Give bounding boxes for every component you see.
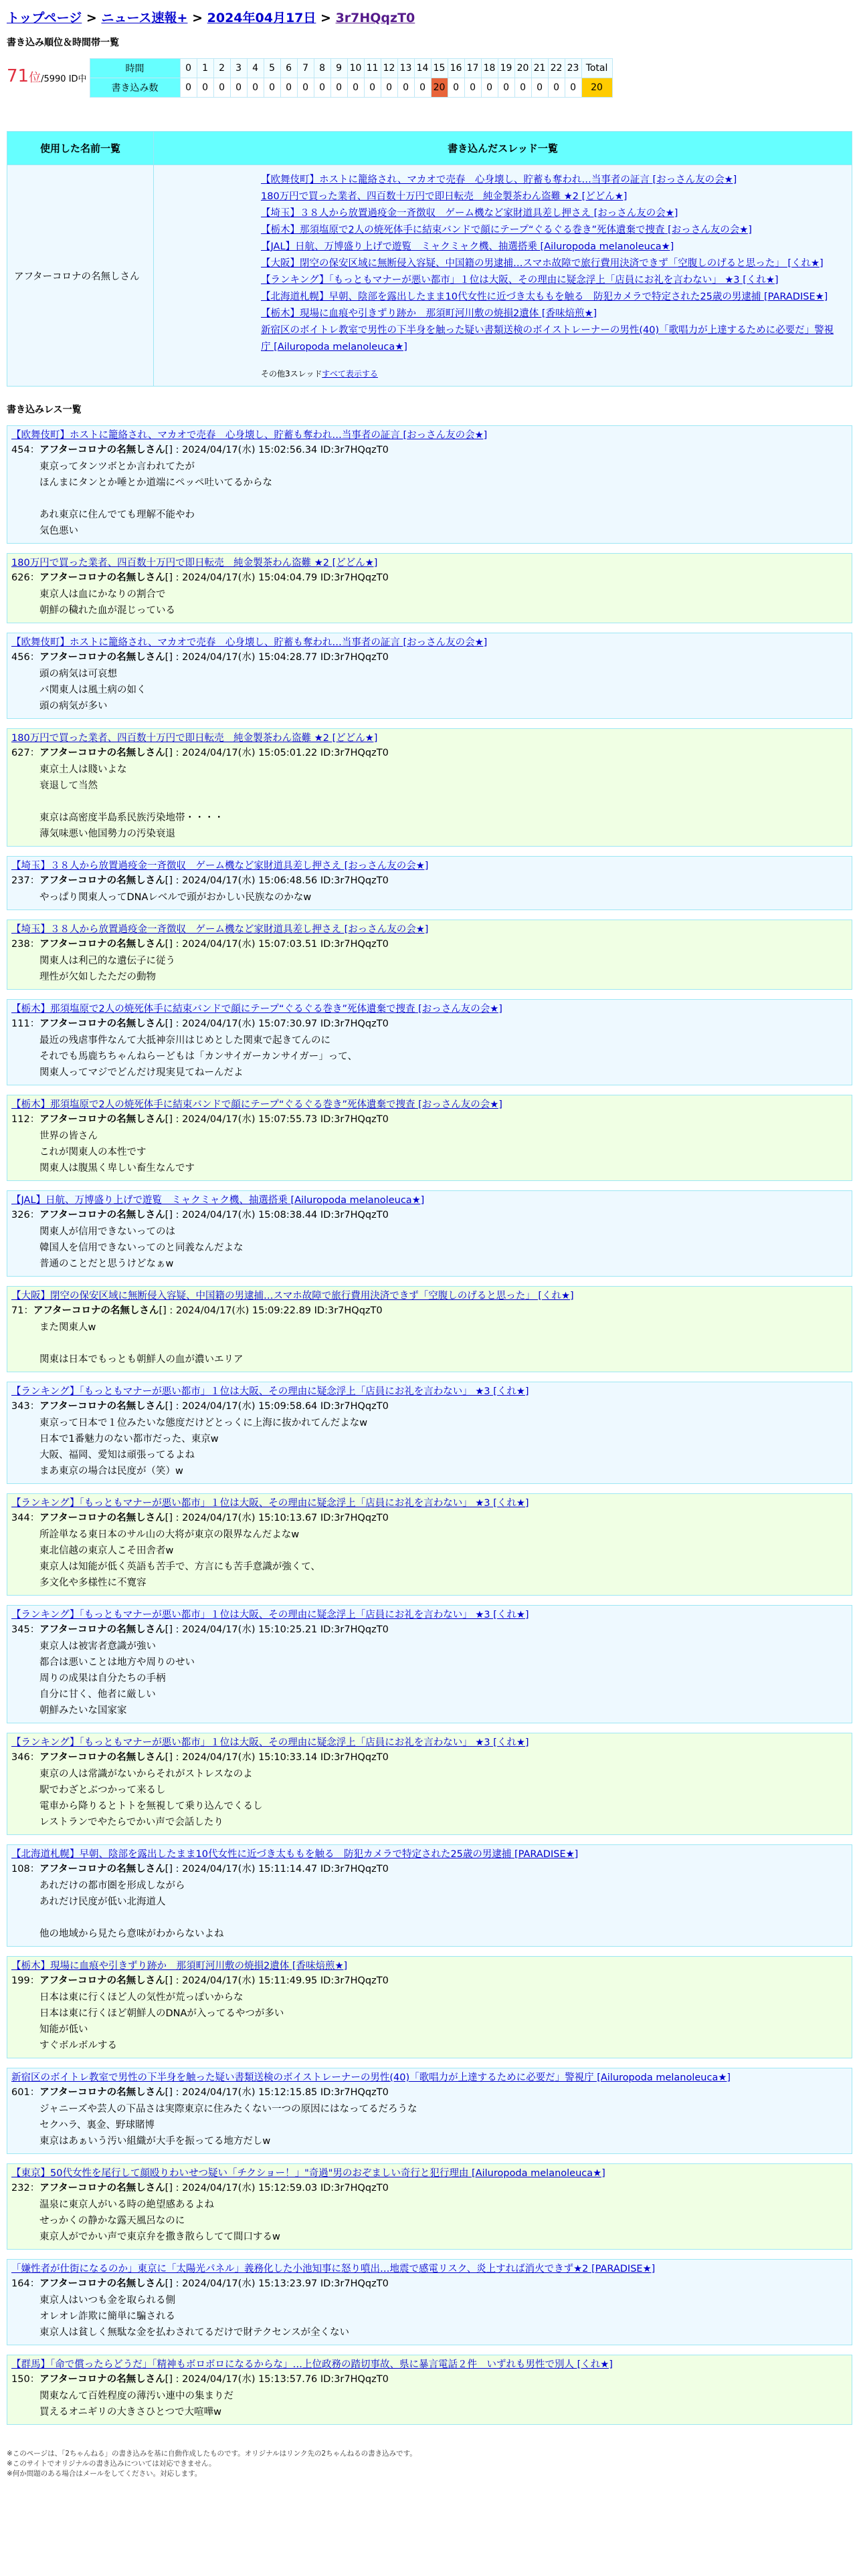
post-author-name: アフターコロナの名無しさん bbox=[39, 1975, 165, 1986]
post-item bbox=[7, 2163, 852, 2250]
post-author-name: アフターコロナの名無しさん bbox=[39, 1401, 165, 1412]
time-label: 時間 bbox=[90, 59, 180, 78]
thread-list-item bbox=[261, 255, 842, 272]
post-meta: 627：アフターコロナの名無しさん[] : 2024/04/17(水) 15:05:01.22 ID:3r7HQqzT0 bbox=[11, 748, 389, 758]
post-body: 頭の病気は可哀想 バ関東人は風土病の如く 頭の病気が多い bbox=[39, 669, 147, 712]
post-meta: 71：アフターコロナの名無しさん[] : 2024/04/17(水) 15:09:22.89 ID:3r7HQqzT0 bbox=[11, 1305, 383, 1316]
post-item bbox=[7, 999, 852, 1085]
post-number: 343 bbox=[11, 1401, 30, 1412]
post-datetime-id: [] : 2024/04/17(水) 15:09:58.64 ID:3r7HQqzT0 bbox=[165, 1401, 389, 1412]
thread-link[interactable]: 【埼玉】３８人から放置過疫金一斉徴収 ゲーム機など家財道具差し押さえ [おっさん友の会★] bbox=[261, 208, 678, 219]
post-meta: 343：アフターコロナの名無しさん[] : 2024/04/17(水) 15:09:58.64 ID:3r7HQqzT0 bbox=[11, 1401, 389, 1412]
post-item bbox=[7, 1190, 852, 1277]
post-thread-title bbox=[7, 1733, 852, 1750]
post-meta: 344：アフターコロナの名無しさん[] : 2024/04/17(水) 15:10:13.67 ID:3r7HQqzT0 bbox=[11, 1513, 389, 1523]
post-number: 601 bbox=[11, 2087, 30, 2098]
threads-col-header: 書き込んだスレッド一覧 bbox=[154, 132, 852, 165]
hour-header: 16 bbox=[448, 59, 464, 78]
count-cell: 0 bbox=[247, 78, 264, 98]
post-body: 東京人は血にかなりの割合で 朝鮮の穢れた血が混じっている bbox=[39, 589, 175, 616]
post-item bbox=[7, 856, 852, 910]
stats-section bbox=[7, 58, 852, 98]
rank-display bbox=[7, 66, 87, 86]
post-datetime-id: [] : 2024/04/17(水) 15:09:22.89 ID:3r7HQqzT0 bbox=[159, 1305, 383, 1316]
post-body: 温泉に東京人がいる時の絶望感あるよね せっかくの静かな露天風呂なのに 東京人がでかい声で東京弁を撒き散らしてて間口するw bbox=[39, 2199, 280, 2242]
thread-list-item bbox=[261, 272, 842, 289]
more-threads bbox=[261, 368, 842, 379]
post-datetime-id: [] : 2024/04/17(水) 15:11:14.47 ID:3r7HQqzT0 bbox=[165, 1864, 389, 1874]
hour-header: 3 bbox=[230, 59, 247, 78]
post-datetime-id: [] : 2024/04/17(水) 15:04:28.77 ID:3r7HQqzT0 bbox=[165, 652, 389, 663]
post-meta: 626：アフターコロナの名無しさん[] : 2024/04/17(水) 15:04:04.79 ID:3r7HQqzT0 bbox=[11, 572, 389, 583]
post-meta: 111：アフターコロナの名無しさん[] : 2024/04/17(水) 15:07:30.97 ID:3r7HQqzT0 bbox=[11, 1018, 389, 1029]
post-meta: 346：アフターコロナの名無しさん[] : 2024/04/17(水) 15:10:33.14 ID:3r7HQqzT0 bbox=[11, 1752, 389, 1763]
post-thread-title bbox=[7, 554, 852, 570]
post-body: 最近の残虐事件なんて大抵神奈川はじめとした関東で起きてんのに それでも馬鹿ちちゃんねらーどもは「カンサイガーカンサイガー」って、 関東人ってマジでどんだけ現実見てねーんだよ bbox=[39, 1035, 358, 1078]
post-author-name: アフターコロナの名無しさん bbox=[39, 875, 165, 886]
breadcrumb-separator: > bbox=[320, 11, 331, 25]
post-author-name: アフターコロナの名無しさん bbox=[39, 2278, 165, 2289]
post-number: 326 bbox=[11, 1210, 30, 1220]
hour-header: 12 bbox=[381, 59, 397, 78]
count-cell: 0 bbox=[297, 78, 314, 98]
post-thread-link[interactable]: 【群馬】「命で償ったらどうだ」「精神もボロボロになるからな」…上位政務の踏切事故、県に暴言電話２件 いずれも男性で別人 [くれ★] bbox=[11, 2359, 613, 2370]
show-all-threads-link[interactable]: すべて表示する bbox=[322, 369, 378, 379]
post-author-name: アフターコロナの名無しさん bbox=[39, 1114, 165, 1125]
post-author-name: アフターコロナの名無しさん bbox=[39, 1210, 165, 1220]
post-thread-link[interactable]: 【欧舞伎町】ホストに籠絡され、マカオで売春 心身壊し、貯蓄も奪われ…当事者の証言 [おっさん友の会★] bbox=[11, 430, 488, 441]
post-item bbox=[7, 1956, 852, 2058]
post-thread-link[interactable]: 【欧舞伎町】ホストに籠絡され、マカオで売春 心身壊し、貯蓄も奪われ…当事者の証言 [おっさん友の会★] bbox=[11, 637, 488, 648]
rank-number: 71 bbox=[7, 66, 29, 86]
post-number: 108 bbox=[11, 1864, 30, 1874]
post-thread-title bbox=[7, 426, 852, 443]
post-thread-title bbox=[7, 857, 852, 873]
post-thread-link[interactable]: 【ランキング】「もっともマナーが悪い都市」１位は大阪、その理由に疑念浮上「店員にお礼を言わない」 ★3 [くれ★] bbox=[11, 1610, 529, 1620]
footer-line-3: ※何か問題のある場合はメールをしてください。対応します。 bbox=[7, 2470, 202, 2478]
thread-list-item bbox=[261, 322, 842, 356]
post-body: 世界の皆さん これが関東人の本性です 関東人は腹黒く卑しい畜生なんです bbox=[39, 1131, 195, 1174]
post-author-name: アフターコロナの名無しさん bbox=[39, 1864, 165, 1874]
posts-list bbox=[7, 425, 852, 2425]
post-thread-title bbox=[7, 1606, 852, 1622]
post-datetime-id: [] : 2024/04/17(水) 15:02:56.34 ID:3r7HQqzT0 bbox=[165, 445, 389, 455]
post-thread-link[interactable]: 【栃木】現場に血痕や引きずり跡か 那須町河川敷の焼損2遺体 [香味焙煎★] bbox=[11, 1961, 348, 1971]
post-author-name: アフターコロナの名無しさん bbox=[39, 2374, 165, 2385]
post-item bbox=[7, 2355, 852, 2425]
hour-header: 23 bbox=[565, 59, 581, 78]
post-datetime-id: [] : 2024/04/17(水) 15:12:15.85 ID:3r7HQqzT0 bbox=[165, 2087, 389, 2098]
hour-header: 14 bbox=[414, 59, 431, 78]
count-cell: 0 bbox=[280, 78, 297, 98]
post-number: 150 bbox=[11, 2374, 30, 2385]
count-cell: 0 bbox=[381, 78, 397, 98]
post-body: 関東人が信用できないってのは 韓国人を信用できないってのと同義なんだよな 普通のことだと思うけどなぁw bbox=[39, 1226, 244, 1269]
count-cell: 0 bbox=[448, 78, 464, 98]
post-datetime-id: [] : 2024/04/17(水) 15:13:57.76 ID:3r7HQqzT0 bbox=[165, 2374, 389, 2385]
more-threads-text: その他3スレッド bbox=[261, 369, 322, 379]
thread-link[interactable]: 【ランキング】「もっともマナーが悪い都市」１位は大阪、その理由に疑念浮上「店員にお礼を言わない」 ★3 [くれ★] bbox=[261, 275, 779, 286]
post-datetime-id: [] : 2024/04/17(水) 15:07:55.73 ID:3r7HQqzT0 bbox=[165, 1114, 389, 1125]
hour-header: 19 bbox=[498, 59, 514, 78]
post-author-name: アフターコロナの名無しさん bbox=[39, 2087, 165, 2098]
count-cell: 0 bbox=[264, 78, 280, 98]
post-item bbox=[7, 1844, 852, 1947]
names-col-header: 使用した名前一覧 bbox=[7, 132, 154, 165]
hour-header: 15 bbox=[431, 59, 448, 78]
post-thread-title bbox=[7, 633, 852, 650]
post-thread-link[interactable]: 【JAL】日航、万博盛り上げで遊覧 ミャクミャク機、抽選搭乗 [Ailuropoda melanoleuca★] bbox=[11, 1195, 425, 1206]
post-number: 164 bbox=[11, 2278, 30, 2289]
post-number: 71 bbox=[11, 1305, 24, 1316]
post-author-name: アフターコロナの名無しさん bbox=[39, 1752, 165, 1763]
post-meta: 601：アフターコロナの名無しさん[] : 2024/04/17(水) 15:12:15.85 ID:3r7HQqzT0 bbox=[11, 2087, 389, 2098]
post-datetime-id: [] : 2024/04/17(水) 15:11:49.95 ID:3r7HQqzT0 bbox=[165, 1975, 389, 1986]
post-datetime-id: [] : 2024/04/17(水) 15:10:33.14 ID:3r7HQqzT0 bbox=[165, 1752, 389, 1763]
hour-header: 7 bbox=[297, 59, 314, 78]
post-thread-link[interactable]: 【ランキング】「もっともマナーが悪い都市」１位は大阪、その理由に疑念浮上「店員にお礼を言わない」 ★3 [くれ★] bbox=[11, 1386, 529, 1397]
post-thread-link[interactable]: 【ランキング】「もっともマナーが悪い都市」１位は大阪、その理由に疑念浮上「店員にお礼を言わない」 ★3 [くれ★] bbox=[11, 1498, 529, 1509]
post-thread-title bbox=[7, 1000, 852, 1016]
hour-header: 21 bbox=[531, 59, 548, 78]
post-item bbox=[7, 553, 852, 623]
post-datetime-id: [] : 2024/04/17(水) 15:07:03.51 ID:3r7HQqzT0 bbox=[165, 939, 389, 950]
rank-unit: 位 bbox=[29, 71, 41, 85]
count-cell: 20 bbox=[431, 78, 448, 98]
post-thread-link[interactable]: 【東京】50代女性を尾行して顔殴りわいせつ疑い「チクショー！」"奇過"男のおぞましい奇行と犯行理由 [Ailuropoda melanoleuca★] bbox=[11, 2168, 605, 2179]
count-cell: 0 bbox=[197, 78, 213, 98]
post-thread-link[interactable]: 「嫌性者が仕街になるのか」東京に「太陽光パネル」義務化した小池知事に怒り噴出…地震で感電リスク、炎上すれば消火できず★2 [PARADISE★] bbox=[11, 2264, 656, 2274]
post-datetime-id: [] : 2024/04/17(水) 15:05:01.22 ID:3r7HQqzT0 bbox=[165, 748, 389, 758]
post-thread-link[interactable]: 180万円で買った業者、四百数十万円で即日転売 純金製茶わん盗難 ★2 [どどん★] bbox=[11, 558, 378, 568]
count-cell: 0 bbox=[464, 78, 481, 98]
post-thread-title bbox=[7, 1845, 852, 1862]
hourly-table bbox=[90, 58, 613, 98]
post-thread-link[interactable]: 【北海道札幌】早朝、陰部を露出したまま10代女性に近づき太ももを触る 防犯カメラで特定された25歳の男逮捕 [PARADISE★] bbox=[11, 1849, 579, 1860]
post-meta: 150：アフターコロナの名無しさん[] : 2024/04/17(水) 15:13:57.76 ID:3r7HQqzT0 bbox=[11, 2374, 389, 2385]
post-meta: 238：アフターコロナの名無しさん[] : 2024/04/17(水) 15:07:03.51 ID:3r7HQqzT0 bbox=[11, 939, 389, 950]
post-thread-link[interactable]: 【栃木】那須塩原で2人の焼死体手に結束バンドで顔にテープ“ぐるぐる巻き”死体遺棄で捜査 [おっさん友の会★] bbox=[11, 1099, 502, 1110]
hour-header: 6 bbox=[280, 59, 297, 78]
post-meta: 164：アフターコロナの名無しさん[] : 2024/04/17(水) 15:13:23.97 ID:3r7HQqzT0 bbox=[11, 2278, 389, 2289]
post-datetime-id: [] : 2024/04/17(水) 15:07:30.97 ID:3r7HQqzT0 bbox=[165, 1018, 389, 1029]
footer-line-1: ※このページは、「2ちゃんねる」の書き込みを基に自動作成したものです。オリジナルはリンク先の2ちゃんねるの書き込みです。 bbox=[7, 2450, 417, 2458]
breadcrumb-separator: > bbox=[192, 11, 203, 25]
post-body: 東京って日本で１位みたいな態度だけどとっくに上海に抜かれてんだよなw 日本で1番魅力のない都市だった、東京w 大阪、福岡、愛知は頑張ってるよね まあ東京の場合は民度が（笑）w bbox=[39, 1418, 368, 1477]
post-number: 345 bbox=[11, 1624, 30, 1635]
thread-link[interactable]: 【栃木】現場に血痕や引きずり跡か 那須町河川敷の焼損2遺体 [香味焙煎★] bbox=[261, 308, 597, 319]
breadcrumb bbox=[7, 8, 852, 26]
post-body: 東京ってタンツボとか言われてたが ほんまにタンとか唾とか道端にペッペ吐いてるからな あれ東京に住んでても理解不能やわ 気色悪い bbox=[39, 461, 272, 536]
post-item bbox=[7, 1095, 852, 1181]
post-author-name: アフターコロナの名無しさん bbox=[39, 652, 165, 663]
post-thread-title bbox=[7, 2355, 852, 2372]
hour-header: 0 bbox=[180, 59, 197, 78]
count-label: 書き込み数 bbox=[90, 78, 180, 98]
post-number: 237 bbox=[11, 875, 30, 886]
post-datetime-id: [] : 2024/04/17(水) 15:12:59.03 ID:3r7HQqzT0 bbox=[165, 2183, 389, 2193]
breadcrumb-top-link[interactable]: トップページ bbox=[7, 11, 82, 25]
thread-link[interactable]: 【JAL】日航、万博盛り上げで遊覧 ミャクミャク機、抽選搭乗 [Ailuropoda melanoleuca★] bbox=[261, 241, 674, 252]
thread-list-item bbox=[261, 172, 842, 189]
hour-header: 5 bbox=[264, 59, 280, 78]
post-thread-title bbox=[7, 2260, 852, 2276]
post-datetime-id: [] : 2024/04/17(水) 15:10:25.21 ID:3r7HQqzT0 bbox=[165, 1624, 389, 1635]
post-thread-title bbox=[7, 1191, 852, 1208]
post-body: 所詮単なる東日本のサル山の大将が東京の限界なんだよなw 東北信越の東京人こそ田舎者w 東京人は知能が低く英語も苦手で、方言にも苦手意識が強くて、 多文化や多様性に不寛容 bbox=[39, 1529, 320, 1588]
count-cell: 0 bbox=[498, 78, 514, 98]
hour-header: 1 bbox=[197, 59, 213, 78]
post-item bbox=[7, 1733, 852, 1835]
count-cell: 0 bbox=[230, 78, 247, 98]
post-datetime-id: [] : 2024/04/17(水) 15:08:38.44 ID:3r7HQqzT0 bbox=[165, 1210, 389, 1220]
post-thread-title bbox=[7, 920, 852, 937]
post-item bbox=[7, 1286, 852, 1372]
post-item bbox=[7, 2259, 852, 2345]
post-thread-title bbox=[7, 2164, 852, 2181]
post-meta: 112：アフターコロナの名無しさん[] : 2024/04/17(水) 15:07:55.73 ID:3r7HQqzT0 bbox=[11, 1114, 389, 1125]
post-number: 344 bbox=[11, 1513, 30, 1523]
post-item bbox=[7, 1605, 852, 1723]
hour-header: 8 bbox=[314, 59, 330, 78]
post-author-name: アフターコロナの名無しさん bbox=[39, 1513, 165, 1523]
hour-header: 11 bbox=[364, 59, 381, 78]
hour-header: 22 bbox=[548, 59, 565, 78]
post-body: 東京人は被害者意識が強い 都合は悪いことは地方や周りのせい 周りの成果は自分たちの手柄 自分に甘く、他者に厳しい 朝鮮みたいな国家家 bbox=[39, 1641, 195, 1716]
threads-cell bbox=[154, 165, 852, 387]
post-thread-title bbox=[7, 2068, 852, 2085]
post-number: 199 bbox=[11, 1975, 30, 1986]
post-item bbox=[7, 425, 852, 544]
post-number: 346 bbox=[11, 1752, 30, 1763]
post-item bbox=[7, 2068, 852, 2154]
thread-list-item bbox=[261, 205, 842, 222]
thread-link[interactable]: 【栃木】那須塩原で2人の焼死体手に結束バンドで顔にテープ“ぐるぐる巻き”死体遺棄で捜査 [おっさん友の会★] bbox=[261, 225, 752, 235]
post-thread-link[interactable]: 【大阪】閉空の保安区域に無断侵入容疑、中国籍の男逮捕…スマホ故障で旅行費用決済できず「空腹しのげると思った」 [くれ★] bbox=[11, 1291, 574, 1301]
post-thread-title bbox=[7, 729, 852, 746]
post-thread-title bbox=[7, 1957, 852, 1973]
post-thread-link[interactable]: 【埼玉】３８人から放置過疫金一斉徴収 ゲーム機など家財道具差し押さえ [おっさん友の会★] bbox=[11, 861, 429, 871]
count-cell: 0 bbox=[180, 78, 197, 98]
hour-header: 9 bbox=[330, 59, 347, 78]
breadcrumb-id-link[interactable]: 3r7HQqzT0 bbox=[335, 11, 415, 25]
posts-heading: 書き込みレス一覧 bbox=[7, 405, 82, 415]
breadcrumb-separator: > bbox=[86, 11, 97, 25]
thread-link[interactable]: 【欧舞伎町】ホストに籠絡され、マカオで売春 心身壊し、貯蓄も奪われ…当事者の証言 [おっさん友の会★] bbox=[261, 175, 737, 185]
thread-link[interactable]: 【大阪】閉空の保安区域に無断侵入容疑、中国籍の男逮捕…スマホ故障で旅行費用決済できず「空腹しのげると思った」 [くれ★] bbox=[261, 258, 824, 269]
post-body: やっぱり関東人ってDNAレベルで頭がおかしい民族なのかなw bbox=[39, 892, 312, 903]
footer bbox=[7, 2449, 852, 2479]
post-thread-link[interactable]: 新宿区のボイトレ教室で男性の下半身を触った疑い書類送検のボイストレーナーの男性(40)「歌唱力が上達するために必要だ」警視庁 [Ailuropoda melanoleuca★] bbox=[11, 2072, 731, 2083]
post-thread-link[interactable]: 【栃木】那須塩原で2人の焼死体手に結束バンドで顔にテープ“ぐるぐる巻き”死体遺棄で捜査 [おっさん友の会★] bbox=[11, 1004, 502, 1014]
post-item bbox=[7, 728, 852, 847]
thread-link[interactable]: 新宿区のボイトレ教室で男性の下半身を触った疑い書類送検のボイストレーナーの男性(40)「歌唱力が上達するために必要だ」警視庁 [Ailuropoda melanoleuca★] bbox=[261, 325, 834, 352]
count-cell: 0 bbox=[414, 78, 431, 98]
post-author-name: アフターコロナの名無しさん bbox=[33, 1305, 159, 1316]
hour-header: 4 bbox=[247, 59, 264, 78]
post-meta: 232：アフターコロナの名無しさん[] : 2024/04/17(水) 15:12:59.03 ID:3r7HQqzT0 bbox=[11, 2183, 389, 2193]
count-cell: 0 bbox=[565, 78, 581, 98]
post-thread-title bbox=[7, 1287, 852, 1303]
post-body: 関東人は利己的な遺伝子に従う 理性が欠如したただの動物 bbox=[39, 956, 175, 982]
post-author-name: アフターコロナの名無しさん bbox=[39, 445, 165, 455]
post-author-name: アフターコロナの名無しさん bbox=[39, 939, 165, 950]
post-item bbox=[7, 1493, 852, 1596]
count-cell: 0 bbox=[330, 78, 347, 98]
count-cell: 0 bbox=[514, 78, 531, 98]
post-thread-title bbox=[7, 1494, 852, 1511]
post-number: 111 bbox=[11, 1018, 30, 1029]
post-body: 東京人はいつも金を取られる側 オレオレ詐欺に簡単に騙される 東京人は貧しく無駄な金を払わされてるだけで財テクセンスが全くない bbox=[39, 2295, 349, 2338]
thread-list-item bbox=[261, 306, 842, 322]
post-author-name: アフターコロナの名無しさん bbox=[39, 1018, 165, 1029]
hour-header: 13 bbox=[397, 59, 414, 78]
hour-header: 18 bbox=[481, 59, 498, 78]
count-cell: 0 bbox=[548, 78, 565, 98]
names-table bbox=[7, 131, 852, 387]
thread-list-item bbox=[261, 289, 842, 306]
post-meta: 199：アフターコロナの名無しさん[] : 2024/04/17(水) 15:11:49.95 ID:3r7HQqzT0 bbox=[11, 1975, 389, 1986]
post-meta: 326：アフターコロナの名無しさん[] : 2024/04/17(水) 15:08:38.44 ID:3r7HQqzT0 bbox=[11, 1210, 389, 1220]
count-cell: 0 bbox=[347, 78, 364, 98]
footer-line-2: ※このサイトでオリジナルの書き込みについては対応できません。 bbox=[7, 2460, 216, 2468]
count-cell: 0 bbox=[213, 78, 230, 98]
post-item bbox=[7, 633, 852, 719]
post-author-name: アフターコロナの名無しさん bbox=[39, 2183, 165, 2193]
post-body: 日本は東に行くほど人の気性が荒っぽいからな 日本は東に行くほど朝鮮人のDNAが入ってるやつが多い 知能が低い すぐボルボルする bbox=[39, 1992, 284, 2051]
thread-list bbox=[261, 172, 842, 356]
post-item bbox=[7, 920, 852, 990]
post-thread-link[interactable]: 【埼玉】３８人から放置過疫金一斉徴収 ゲーム機など家財道具差し押さえ [おっさん友の会★] bbox=[11, 924, 429, 935]
post-number: 627 bbox=[11, 748, 30, 758]
thread-link[interactable]: 180万円で買った業者、四百数十万円で即日転売 純金製茶わん盗難 ★2 [どどん★] bbox=[261, 191, 628, 202]
post-thread-title bbox=[7, 1382, 852, 1399]
post-thread-link[interactable]: 180万円で買った業者、四百数十万円で即日転売 純金製茶わん盗難 ★2 [どどん★] bbox=[11, 733, 378, 744]
post-body: 東京の人は常識がないからそれがストレスなのよ 駅でわざとぶつかって来るし 電車から降りるとトトを無視して乗り込んでくるし レストランでやたらでかい声で会話したり bbox=[39, 1769, 263, 1828]
post-number: 454 bbox=[11, 445, 30, 455]
used-name: アフターコロナの名無しさん bbox=[7, 165, 154, 387]
count-cell: 0 bbox=[531, 78, 548, 98]
post-author-name: アフターコロナの名無しさん bbox=[39, 1624, 165, 1635]
breadcrumb-board-link[interactable]: ニュース速報+ bbox=[101, 11, 188, 25]
post-number: 456 bbox=[11, 652, 30, 663]
count-cell: 0 bbox=[314, 78, 330, 98]
post-meta: 108：アフターコロナの名無しさん[] : 2024/04/17(水) 15:11:14.47 ID:3r7HQqzT0 bbox=[11, 1864, 389, 1874]
post-author-name: アフターコロナの名無しさん bbox=[39, 748, 165, 758]
post-body: ジャニーズや芸人の下品さは実際東京に住みたくない一つの原因にはなってるだろうな セクハラ、裏金、野球賭博 東京はあぁいう汚い組織が大手を振ってる地方だしw bbox=[39, 2104, 417, 2147]
post-meta: 345：アフターコロナの名無しさん[] : 2024/04/17(水) 15:10:25.21 ID:3r7HQqzT0 bbox=[11, 1624, 389, 1635]
post-item bbox=[7, 1382, 852, 1484]
hour-header: 17 bbox=[464, 59, 481, 78]
post-body: あれだけの都市圏を形成しながら あれだけ民度が低い北海道人 他の地域から見たら意味がわからないよね bbox=[39, 1881, 224, 1939]
breadcrumb-date-link[interactable]: 2024年04月17日 bbox=[207, 11, 316, 25]
thread-link[interactable]: 【北海道札幌】早朝、陰部を露出したまま10代女性に近づき太ももを触る 防犯カメラで特定された25歳の男逮捕 [PARADISE★] bbox=[261, 292, 828, 302]
count-cell: 0 bbox=[364, 78, 381, 98]
post-thread-title bbox=[7, 1095, 852, 1112]
hour-header: 10 bbox=[347, 59, 364, 78]
post-body: 関東なんて百姓程度の薄汚い連中の集まりだ 買えるオニギリの大きさひとつで大喧嘩w bbox=[39, 2391, 233, 2418]
post-author-name: アフターコロナの名無しさん bbox=[39, 572, 165, 583]
hour-header: 20 bbox=[514, 59, 531, 78]
post-number: 238 bbox=[11, 939, 30, 950]
thread-list-item bbox=[261, 189, 842, 205]
rank-suffix: /5990 ID中 bbox=[41, 74, 87, 84]
thread-list-item bbox=[261, 239, 842, 255]
post-number: 232 bbox=[11, 2183, 30, 2193]
count-cell: 0 bbox=[397, 78, 414, 98]
post-meta: 454：アフターコロナの名無しさん[] : 2024/04/17(水) 15:02:56.34 ID:3r7HQqzT0 bbox=[11, 445, 389, 455]
post-datetime-id: [] : 2024/04/17(水) 15:06:48.56 ID:3r7HQqzT0 bbox=[165, 875, 389, 886]
post-thread-link[interactable]: 【ランキング】「もっともマナーが悪い都市」１位は大阪、その理由に疑念浮上「店員にお礼を言わない」 ★3 [くれ★] bbox=[11, 1737, 529, 1748]
stats-heading: 書き込み順位＆時間帯一覧 bbox=[7, 37, 119, 48]
post-datetime-id: [] : 2024/04/17(水) 15:10:13.67 ID:3r7HQqzT0 bbox=[165, 1513, 389, 1523]
count-total-cell: 20 bbox=[581, 78, 612, 98]
post-number: 112 bbox=[11, 1114, 30, 1125]
post-datetime-id: [] : 2024/04/17(水) 15:04:04.79 ID:3r7HQqzT0 bbox=[165, 572, 389, 583]
hour-total-header: Total bbox=[581, 59, 612, 78]
post-body: また関東人w 関東は日本でもっとも朝鮮人の血が濃いエリア bbox=[39, 1322, 244, 1365]
post-body: 東京土人は賤いよな 衰退して当然 東京は高密度半島系民族汚染地帯・・・・ 薄気味悪い他国勢力の汚染衰退 bbox=[39, 764, 224, 839]
post-datetime-id: [] : 2024/04/17(水) 15:13:23.97 ID:3r7HQqzT0 bbox=[165, 2278, 389, 2289]
thread-list-item bbox=[261, 222, 842, 239]
hour-header: 2 bbox=[213, 59, 230, 78]
count-cell: 0 bbox=[481, 78, 498, 98]
post-number: 626 bbox=[11, 572, 30, 583]
post-meta: 237：アフターコロナの名無しさん[] : 2024/04/17(水) 15:06:48.56 ID:3r7HQqzT0 bbox=[11, 875, 389, 886]
post-meta: 456：アフターコロナの名無しさん[] : 2024/04/17(水) 15:04:28.77 ID:3r7HQqzT0 bbox=[11, 652, 389, 663]
